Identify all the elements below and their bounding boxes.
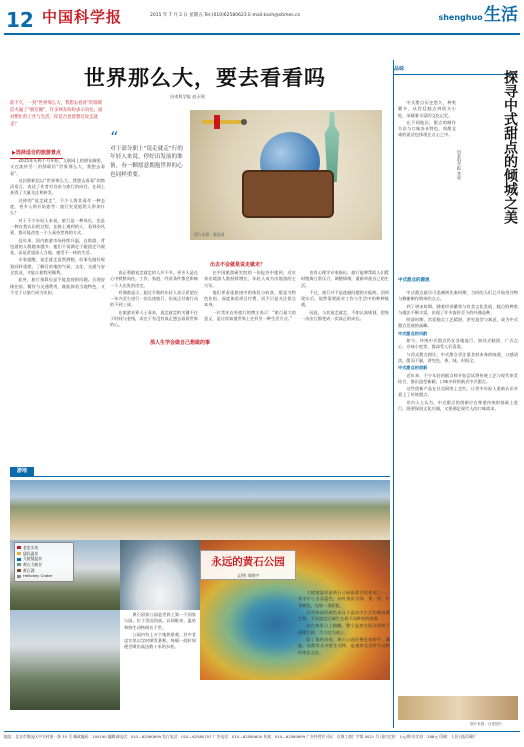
travel-title: 永远的黄石公园 <box>211 556 285 568</box>
issue-meta: 2015 年 7 月 3 日 星期五 Tel:(010)62580623 E-mail:kxsh@stimes.cn <box>150 13 301 18</box>
travel-section-tag: 游地 <box>10 467 34 476</box>
paragraph: 业内人士认为，中式甜点的创新应在尊重传统的基础上进行，既要保留文化内涵，又要满足现代人的口味需求。 <box>398 399 518 412</box>
suitcase-icon <box>242 170 334 218</box>
yellowstone-panorama-photo <box>10 480 390 540</box>
paragraph: 在中国旅游研究院的一份报告中提到，近年来出境游人数持续增长，年轻人成为出境游的主力军。 <box>204 270 296 288</box>
legend-swatch <box>17 552 21 555</box>
paragraph: 专家提醒，说走就走虽然洒脱，但事先做好规划同样重要。了解目的地的气候、文化、交通与安全状况，才能让旅程更顺利。 <box>10 257 105 276</box>
main-lede: 前不久，一封“世界那么大，我想去看看”的辞职信火遍了“朋友圈”，许多网友纷纷表示向往。面对繁忙的工作与生活，你是否也曾想过说走就走？ <box>10 101 103 128</box>
legend-swatch <box>17 569 21 572</box>
mid-column-3 <box>301 270 389 475</box>
legend-item: 大棱镜温泉 <box>17 556 71 562</box>
dessert-photo-caption: 图片来源：百度图片 <box>470 722 503 726</box>
main-headline: 世界那么大，要去看看吗 <box>84 65 326 90</box>
mid-column-1 <box>110 270 198 475</box>
paragraph: 站在观景台上俯瞰，整个温泉在阳光照射下熠熠生辉，令人叹为观止。 <box>298 623 390 635</box>
legend-swatch <box>17 575 21 578</box>
paragraph: 公园内有上万个地热景观，其中老忠实泉以定时喷发著称，每隔一段时间便会喷出高达数十米的水柱。 <box>124 631 196 650</box>
legend-item: 黄石湖 <box>17 568 71 574</box>
paragraph: 这些创新产品在社交网络上走红，让更多年轻人重新认识并爱上了传统甜点。 <box>398 386 518 398</box>
paragraph: 与西式甜点相比，中式甜点更注重食材本身的味道，口感清淡，甜而不腻，讲究色、香、味、形俱全。 <box>398 351 518 363</box>
subhead-do-what-you-want: 那人生学会做自己想做的事 <box>150 340 211 346</box>
legend-item: Hellokey Crater <box>17 573 71 579</box>
feature-subhead-innovation: 中式甜点的创新 <box>398 365 428 371</box>
paragraph: 有调查显示，超过半数的年轻人表示希望在一年内至少进行一次长途旅行，但真正付诸行动的不到三成。 <box>110 289 198 308</box>
newspaper-title: 中国科学报 <box>42 8 123 26</box>
legend-swatch <box>17 558 21 561</box>
dessert-photo <box>398 696 518 720</box>
paragraph: 一位常年在外旅行的博主表示：“旅行最大的意义，是让你知道世界上还有另一种生活方式。” <box>204 309 296 322</box>
feature-byline: 田本科学报 李晨 <box>457 150 462 180</box>
map-legend <box>14 542 74 582</box>
biplane-icon <box>196 114 254 130</box>
paragraph: 对于不少年轻人来说，旅行是一种成长，也是一种自我认识的过程。在路上遇到的人、看到的风景，都可能改变一个人看待世界的方式。 <box>10 217 105 236</box>
travel-rule <box>10 476 390 477</box>
paragraph: 黄石国家公园是世界上第一个国家公园，位于美国西部，以间歇泉、温泉和野生动物闻名于世。 <box>124 612 196 630</box>
paragraph: 如今，传统中式甜点仍在各地流行，如苏式糕团、广式点心、京味小吃等，都深受人们喜爱。 <box>398 338 518 350</box>
section-cn: 生活 <box>484 5 518 25</box>
masthead <box>0 0 524 34</box>
travel-text-2 <box>298 590 390 710</box>
paragraph: 明清时期，宫廷糕点工艺精湛，讲究造型与寓意，成为中式甜点发展的高峰。 <box>398 317 518 329</box>
legend-item: 黄石大峡谷 <box>17 562 71 568</box>
travel-text-1 <box>124 612 196 712</box>
pull-quote-text: 对于部分职上“说走就走”行的年轻人来说，停好出发前的准备，有一颗愿意拥抱世界的心也同样重要。 <box>110 145 183 178</box>
paragraph: 除了地热奇观，黄石公园还栖息着野牛、麋鹿、灰熊等众多野生动物，是观察北美野生动物的绝佳去处。 <box>298 637 390 655</box>
paragraph: 中式甜点最早可追溯到先秦时期，当时的人们已开始用谷物与蜂蜜制作简单的点心。 <box>398 290 518 302</box>
legend-swatch <box>17 563 21 566</box>
pull-quote <box>110 128 188 179</box>
travel-title-box <box>200 550 296 580</box>
section-tag <box>438 3 518 29</box>
legend-item: 猛犸温泉 <box>17 551 71 557</box>
feature-subhead-origin: 中式甜点的源流 <box>398 278 430 283</box>
feature-body-text <box>398 290 518 700</box>
paragraph: 中式甜点历史悠久，种类繁多，从宫廷糕点到街头小吃，承载着丰富的文化记忆。 <box>398 100 456 118</box>
paragraph: 近年来，不少年轻的糕点师开始尝试将传统工艺与现代审美结合，推出造型新颖、口味多样的新式中式甜点。 <box>398 372 518 384</box>
paragraph: 在旅游业界人士看来，说走就走的关键不在于时间与金钱，而在于有没有真正想去看看世界的心。 <box>110 309 198 328</box>
subhead-leave-now: 出去不会就是说走就走？ <box>210 262 266 268</box>
main-byline: 田本科学报 赵天瑶 <box>170 94 205 99</box>
quote-mark-icon: “ <box>110 128 119 147</box>
header-rule <box>4 33 520 35</box>
legend-swatch <box>17 546 21 549</box>
column-divider <box>393 60 394 728</box>
page-number: 12 <box>6 8 34 32</box>
section-en: shenghuo <box>438 13 483 22</box>
travel-author: 文/图 刘晓宇 <box>236 572 260 578</box>
paragraph: 不过，旅行并不是逃避问题的万能药。回到现实后，依然需要面对工作与生活中的种种挑战。 <box>301 289 389 308</box>
paragraph: 这样的“说走就走”，不少人将其看作一种态度，更多人则开始思考：旅行究竟能给人带来什么？ <box>10 197 105 216</box>
paragraph: 他们更看重旅途中的体验与收获，愿意为特色住宿、深度体验项目付费，而不只是关注景点本身。 <box>204 289 296 308</box>
paragraph: 这封辞职信以“世界那么大，我想去看看”的简洁语言，表达了作者对自由与旅行的向往，在网上获得了大量关注和转发。 <box>10 177 105 196</box>
paragraph: 大棱镜温泉是黄石公园最著名的景观之一，泉水中心呈深蓝色，向外依次为绿、黄、橙、红等颜色，宛如一道彩虹。 <box>298 590 390 608</box>
paragraph: 这些绚丽的颜色来自于温泉中生活的嗜热微生物，不同温度区域生长着不同种类的菌群。 <box>298 609 390 622</box>
hero-caption: 图片来源：新浪网 <box>194 232 225 238</box>
paragraph: 到了唐宋时期，随着经济繁荣与饮食文化发展，糕点的种类与做法不断丰富，出现了许多流传至今的经典品种。 <box>398 303 518 315</box>
geyser-photo <box>120 540 200 610</box>
feature-subhead-charm: 中式甜点的风韵 <box>398 330 428 336</box>
mid-column-2 <box>204 270 296 475</box>
feature-kicker: 品味 <box>394 66 405 72</box>
paragraph: 因此，与其说走就走，不如认真规划，把每一次出行都变成一次真正的成长。 <box>301 309 389 322</box>
yellowstone-canyon-photo <box>10 610 120 710</box>
feature-title: 探寻中式甜点的倾城之美 <box>502 70 518 224</box>
paragraph: 此外，旅行预算也是不能忽视的问题。合理安排住宿、餐饮与交通费用，既能体验当地特色，又不至于让旅行成为负担。 <box>10 277 105 295</box>
paragraph: 也有心理学专家指出，旅行能够帮助人们暂时脱离日常压力，调整情绪，重新审视自己的生活。 <box>301 270 389 288</box>
hero-illustration <box>190 110 382 240</box>
subhead-choose-destination: ▶选择适合的旅游景点 <box>10 150 63 159</box>
paragraph: 近年来，国内旅游市场持续升温，自助游、背包游的人群越来越多。他们不再满足于跟团走马观花，而是希望深入当地，感受不一样的生活。 <box>10 237 105 256</box>
legend-item: 老忠实泉 <box>17 545 71 551</box>
paragraph: 2015年头两个月开始，互联网上的朋友圈里，又在流传另一封辞职信“世界那么大，我想去看看”。 <box>10 158 105 176</box>
paragraph: 在不同地区，甜点的制作方法与口味各具特色，南甜北咸的说法也体现在点心之中。 <box>398 119 456 138</box>
footer: 地址：北京市海淀区中关村南一条 33 号 邮政编码：100190 编辑部电话：010—62580699 发行电话：010—62580707 广告电话：010—62580600 传真：010—62580699 广告经营许可证：京海工商广字第 0021 号 国内定价：1元/期 年定价：288元 印刷：人民日报印刷厂 <box>4 731 520 745</box>
paragraph: 真正勇敢说走就走的人并不多，更多人是在心中默默向往。工作、家庭、经济条件都会影响一个人出发的决定。 <box>110 270 198 288</box>
